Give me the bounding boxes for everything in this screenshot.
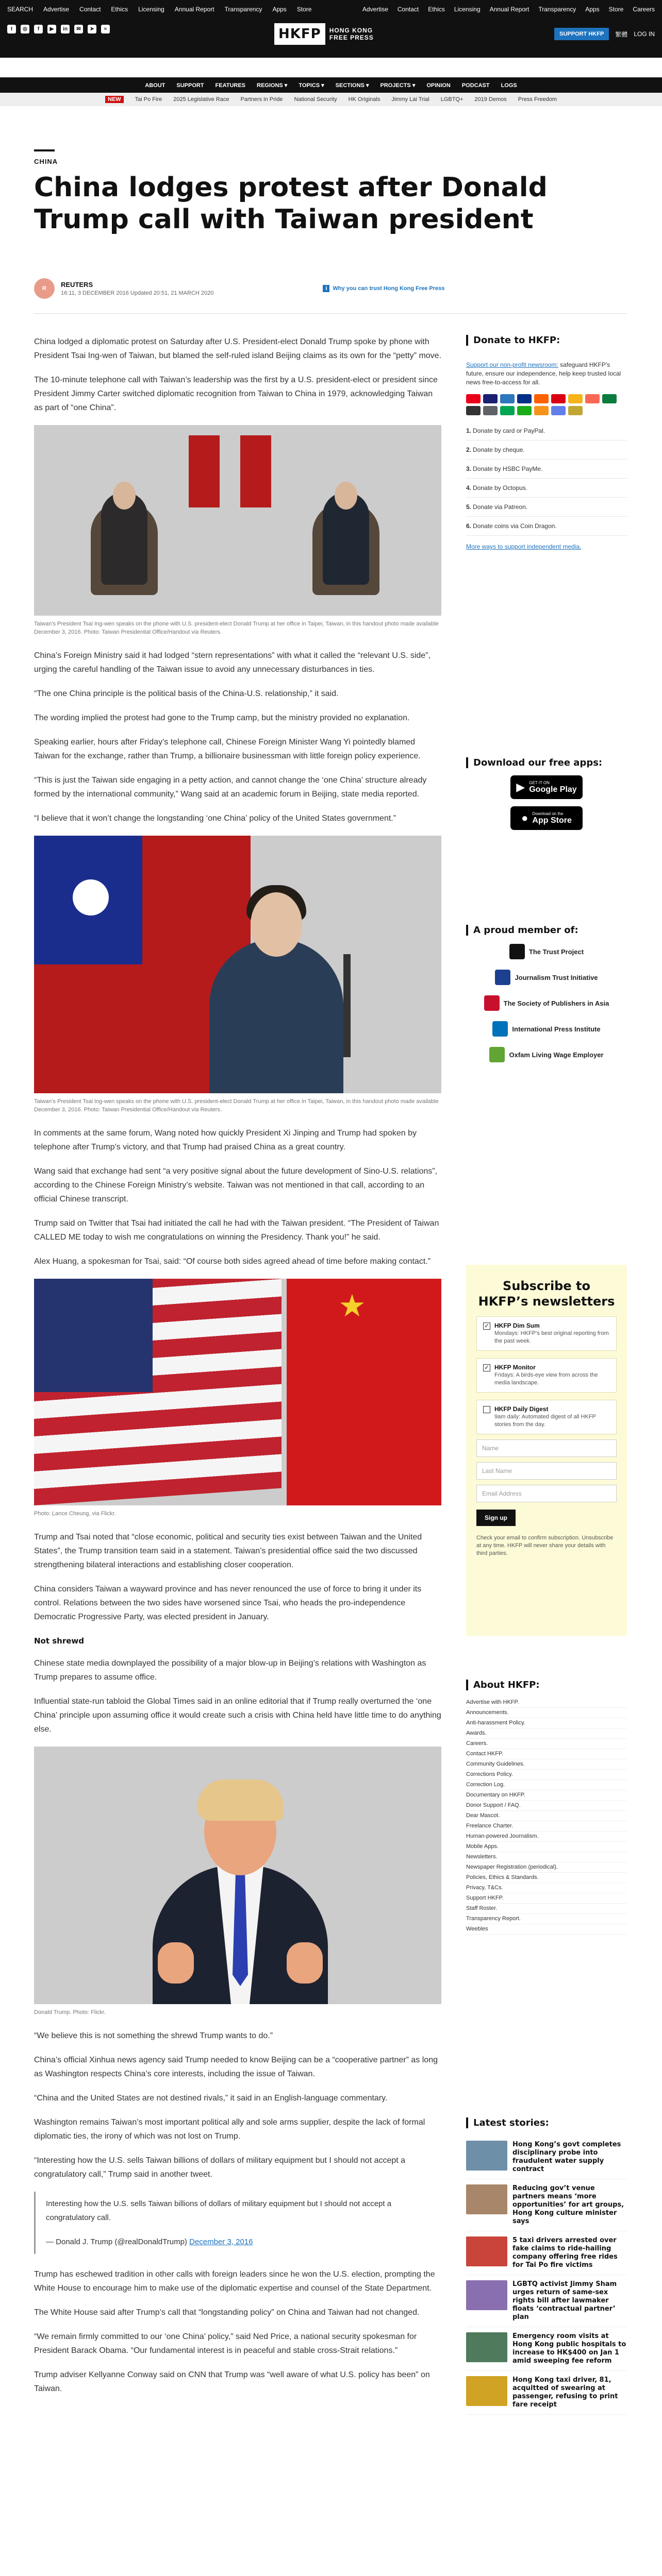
donate-option[interactable] bbox=[466, 498, 627, 517]
logo-line2: FREE PRESS bbox=[329, 34, 374, 41]
checkbox[interactable]: ✓ bbox=[483, 1323, 490, 1330]
photo-trump bbox=[34, 1747, 441, 2004]
hsbc-icon bbox=[551, 394, 566, 403]
amex-icon bbox=[500, 394, 515, 403]
nav-support[interactable]: SUPPORT bbox=[176, 82, 204, 89]
paragraph: Trump and Tsai noted that “close economic, political and security ties exist between Taiwan and the United States”, the Trump transition team said in a statement. Taiwan’s presidential office said the two discussed strengthening bilateral interactions and establishing closer cooperation. bbox=[34, 1533, 422, 1569]
nav-features[interactable]: FEATURES bbox=[215, 82, 246, 89]
oxfam-icon bbox=[489, 1047, 505, 1062]
flag-shape bbox=[240, 435, 271, 507]
paragraph: “We remain firmly committed to our ‘one China’ policy,” said Ned Price, a national security spokesman for President Barack Obama. “Our fundamental interest is in peaceful and stable cross-Strait relations.” bbox=[34, 2332, 417, 2355]
donate-option-number: 1. bbox=[466, 427, 472, 434]
login-link[interactable]: LOG IN bbox=[634, 30, 655, 38]
top-left-links bbox=[7, 6, 311, 13]
trending-item[interactable]: LGBTQ+ bbox=[440, 96, 464, 103]
rss-icon[interactable]: ≈ bbox=[101, 25, 110, 33]
advertise-link-r[interactable]: Advertise bbox=[362, 6, 388, 13]
about-link[interactable]: Documentary on HKFP. bbox=[466, 1790, 627, 1801]
unionpay-icon bbox=[602, 394, 617, 403]
more-ways-link[interactable]: More ways to support independent media. bbox=[466, 543, 582, 550]
newsletter-note: Check your email to confirm subscription. Unsubscribe at any time. HKFP will never share your details with third parties. bbox=[476, 1535, 614, 1556]
logo-label: Oxfam Living Wage Employer bbox=[509, 1050, 604, 1059]
trust-project-logo[interactable] bbox=[509, 944, 584, 959]
story-thumbnail bbox=[466, 2184, 507, 2214]
logo-mark: HKFP bbox=[274, 23, 325, 45]
nav-sections[interactable]: SECTIONS ▾ bbox=[335, 82, 369, 89]
nav-opinion[interactable]: OPINION bbox=[426, 82, 451, 89]
tweet-date-link[interactable]: December 3, 2016 bbox=[189, 2238, 253, 2246]
patreon-icon bbox=[585, 394, 600, 403]
photo-caption: Donald Trump. Photo: Flickr. bbox=[34, 2009, 106, 2015]
phone-shape bbox=[343, 954, 351, 1057]
youtube-icon[interactable]: ▶ bbox=[47, 25, 56, 33]
newsletter-option[interactable] bbox=[476, 1358, 617, 1393]
paragraph: “The one China principle is the political basis of the China-U.S. relationship,” it said. bbox=[34, 689, 339, 698]
facebook-icon[interactable]: f bbox=[34, 25, 43, 33]
donate-option-label: Donate by card or PayPal. bbox=[473, 427, 545, 434]
ethics-link[interactable]: Ethics bbox=[111, 6, 128, 13]
coin-icon bbox=[568, 406, 583, 415]
trending-item[interactable]: HK Originals bbox=[348, 96, 380, 103]
story-item[interactable] bbox=[466, 2179, 627, 2231]
store-link[interactable]: Store bbox=[296, 6, 312, 13]
app-store-button[interactable] bbox=[510, 806, 583, 830]
annual-report-link-r[interactable]: Annual Report bbox=[489, 6, 529, 13]
about-link[interactable]: Privacy, T&Cs. bbox=[466, 1883, 627, 1893]
trust-link-text: Why you can trust Hong Kong Free Press bbox=[333, 285, 445, 292]
about-link[interactable]: Freelance Charter. bbox=[466, 1821, 627, 1832]
donate-intro-text: safeguard HKFP’s future, ensure our independence, help keep trusted local news free-to-access for all. bbox=[466, 361, 621, 386]
paragraph: “China and the United States are not destined rivals,” it said in an English-language commentary. bbox=[34, 2094, 388, 2103]
donate-option-number: 6. bbox=[466, 522, 472, 530]
paragraph: Speaking earlier, hours after Friday’s telephone call, Chinese Foreign Minister Wang Yi pointedly blamed Taiwan for the exchange, rather than Trump, a billionaire businessman with little foreign policy experience. bbox=[34, 738, 421, 760]
donate-option-number: 4. bbox=[466, 484, 472, 492]
paragraph: China’s official Xinhua news agency said Trump needed to know Beijing can be a “cooperative partner” as long as Washington respects China’s core interests, including the issue of Taiwan. bbox=[34, 2056, 438, 2078]
newsletter-option[interactable] bbox=[476, 1400, 617, 1434]
about-link[interactable]: Human-powered Journalism. bbox=[466, 1832, 627, 1842]
donate-box bbox=[466, 361, 627, 550]
annual-report-link[interactable]: Annual Report bbox=[174, 6, 214, 13]
newsletter-name: HKFP Monitor bbox=[494, 1364, 536, 1371]
about-link[interactable]: Staff Roster. bbox=[466, 1904, 627, 1914]
subheading: Not shrewd bbox=[34, 1636, 85, 1646]
donate-option-label: Donate by Octopus. bbox=[473, 484, 528, 492]
sidebar-donate-title-wrap bbox=[466, 335, 627, 353]
about-link[interactable]: Advertise with HKFP. bbox=[466, 1698, 627, 1708]
latest-stories bbox=[466, 2117, 627, 2415]
story-title: Hong Kong taxi driver, 81, acquitted of swearing at passenger, refusing to print fare receipt bbox=[512, 2376, 618, 2409]
about-link[interactable]: Awards. bbox=[466, 1728, 627, 1739]
about-link[interactable]: Contact HKFP. bbox=[466, 1749, 627, 1759]
photo-caption: Taiwan’s President Tsai Ing-wen speaks on the phone with U.S. president-elect Donald Trump at her office in Taipei, Taiwan, in this handout photo made available December 3, 2016. Photo: Taiwan Presidential Office/Handout via Reuters. bbox=[34, 621, 439, 635]
paragraph: “I believe that it won’t change the longstanding ‘one China’ policy of the United States government.” bbox=[34, 814, 396, 823]
bitcoin-icon bbox=[534, 406, 549, 415]
donate-intro bbox=[466, 361, 627, 387]
nav-about[interactable]: ABOUT bbox=[145, 82, 166, 89]
star-icon: ★ bbox=[338, 1288, 366, 1324]
top-utility-bar bbox=[0, 0, 662, 20]
social-icons bbox=[7, 25, 110, 33]
ethereum-icon bbox=[551, 406, 566, 415]
as-small: Download on the bbox=[532, 811, 564, 816]
play-icon: ▶ bbox=[516, 781, 525, 793]
gpay-icon bbox=[483, 406, 498, 415]
nav-projects[interactable]: PROJECTS ▾ bbox=[380, 82, 416, 89]
linkedin-icon[interactable]: in bbox=[61, 25, 70, 33]
photo-tsai-call bbox=[34, 425, 441, 616]
donate-option-label: Donate by cheque. bbox=[473, 446, 525, 453]
newsletter-name: HKFP Daily Digest bbox=[494, 1405, 549, 1413]
article-dates: 16:11, 3 DECEMBER 2016 Updated 20:51, 21 MARCH 2020 bbox=[61, 290, 214, 296]
about-link[interactable]: Corrections Policy. bbox=[466, 1770, 627, 1780]
about-link[interactable]: Careers. bbox=[466, 1739, 627, 1749]
hand-shape bbox=[287, 1942, 323, 1984]
logo-label: The Society of Publishers in Asia bbox=[503, 999, 609, 1007]
about-link[interactable]: Newspaper Registration (periodical). bbox=[466, 1862, 627, 1873]
alipay-icon bbox=[500, 406, 515, 415]
about-link[interactable]: Community Guidelines. bbox=[466, 1759, 627, 1770]
sun-shape bbox=[73, 879, 109, 916]
head-shape bbox=[113, 482, 136, 510]
trending-item[interactable]: Tai Po Fire bbox=[135, 96, 162, 103]
paragraph: “Interesting how the U.S. sells Taiwan billions of dollars of military equipment but I should not accept a congratulatory call,” Trump said in another tweet. bbox=[34, 2156, 406, 2179]
logo-label: International Press Institute bbox=[512, 1025, 601, 1033]
logo-text bbox=[329, 27, 374, 41]
trending-bar bbox=[0, 93, 662, 106]
newsletter-option[interactable] bbox=[476, 1316, 617, 1351]
gp-small: GET IT ON bbox=[529, 780, 550, 785]
donate-intro-link[interactable]: Support our non-profit newsroom: bbox=[466, 361, 558, 368]
byline bbox=[34, 278, 627, 299]
hand-shape bbox=[158, 1942, 194, 1984]
signup-button[interactable]: Sign up bbox=[476, 1510, 516, 1526]
donate-options bbox=[466, 421, 627, 536]
headline-area bbox=[34, 149, 627, 235]
about-list bbox=[466, 1698, 627, 1935]
about-link[interactable]: Support HKFP. bbox=[466, 1893, 627, 1904]
search-link[interactable]: SEARCH bbox=[7, 6, 34, 13]
twitter-icon[interactable]: t bbox=[7, 25, 16, 33]
donate-option-number: 3. bbox=[466, 465, 472, 472]
contact-link[interactable]: Contact bbox=[79, 6, 101, 13]
paragraph: Trump adviser Kellyanne Conway said on CNN that Trump was “well aware of what U.S. policy has been” on Taiwan. bbox=[34, 2370, 430, 2393]
story-item[interactable] bbox=[466, 2136, 627, 2179]
story-title: 5 taxi drivers arrested over fake claims to ride-hailing company offering free rides for Tai Po fire victims bbox=[512, 2236, 618, 2269]
telegram-icon[interactable]: ➤ bbox=[88, 25, 96, 33]
donate-option-label: Donate via Patreon. bbox=[473, 503, 528, 511]
author-name[interactable]: REUTERS bbox=[61, 281, 93, 289]
photo-caption: Taiwan’s President Tsai Ing-wen speaks on the phone with U.S. president-elect Donald Trump at her office in Taipei, Taiwan, in this handout photo made available December 3, 2016. Photo: Taiwan Presidential Office/Handout via Reuters. bbox=[34, 1098, 439, 1113]
logo-label: Journalism Trust Initiative bbox=[515, 973, 598, 981]
jti-logo[interactable] bbox=[495, 970, 598, 985]
licensing-link-r[interactable]: Licensing bbox=[454, 6, 481, 13]
trust-project-icon bbox=[509, 944, 525, 959]
licensing-link[interactable]: Licensing bbox=[138, 6, 164, 13]
main-nav bbox=[0, 77, 662, 93]
story-thumbnail bbox=[466, 2376, 507, 2406]
checkbox[interactable] bbox=[483, 1406, 490, 1413]
story-thumbnail bbox=[466, 2236, 507, 2266]
ethics-link-r[interactable]: Ethics bbox=[428, 6, 445, 13]
newsletter-name: HKFP Dim Sum bbox=[494, 1322, 540, 1329]
article-title: China lodges protest after Donald Trump call with Taiwan president bbox=[34, 172, 548, 235]
jti-icon bbox=[495, 970, 510, 985]
header-actions bbox=[554, 28, 655, 40]
trust-link[interactable] bbox=[323, 285, 444, 292]
paragraph: Influential state-run tabloid the Global Times said in an online editorial that if Trump really overturned the ‘one China’ principle upon assuming office it would create such a crisis with China held have little time to do anything else. bbox=[34, 1697, 441, 1734]
paragraph: In comments at the same forum, Wang noted how quickly President Xi Jinping and Trump had spoken by telephone after Trump’s victory, and that Trump had praised China as a great country. bbox=[34, 1129, 417, 1151]
donate-option[interactable] bbox=[466, 440, 627, 460]
paragraph: Wang said that exchange had sent “a very positive signal about the future development of Sino-U.S. relations”, according to the Chinese Foreign Ministry’s website. Taiwan was not mentioned in that call, according to an official Chinese transcript. bbox=[34, 1167, 438, 1204]
story-thumbnail bbox=[466, 2332, 507, 2362]
apps-link-r[interactable]: Apps bbox=[585, 6, 600, 13]
member-logos bbox=[466, 944, 627, 1062]
ipi-icon bbox=[492, 1021, 508, 1037]
paragraph: The wording implied the protest had gone to the Trump camp, but the ministry provided no explanation. bbox=[34, 714, 410, 722]
google-play-button[interactable] bbox=[510, 775, 583, 799]
brand-bar bbox=[0, 20, 662, 58]
top-right-links bbox=[362, 6, 655, 13]
nav-regions[interactable]: REGIONS ▾ bbox=[257, 82, 288, 89]
head-shape bbox=[335, 482, 357, 510]
about-link[interactable]: Policies, Ethics & Standards. bbox=[466, 1873, 627, 1883]
ipi-logo[interactable] bbox=[492, 1021, 600, 1037]
donate-option[interactable] bbox=[466, 421, 627, 440]
nav-logs[interactable]: LOGS bbox=[501, 82, 517, 89]
embedded-tweet bbox=[34, 2192, 441, 2254]
about-link[interactable]: Correction Log. bbox=[466, 1780, 627, 1790]
story-title: Hong Kong’s govt completes disciplinary probe into fraudulent water supply contract bbox=[512, 2141, 621, 2173]
paragraph: Alex Huang, a spokesman for Tsai, said: “Of course both sides agreed ahead of time before making contact.” bbox=[34, 1257, 431, 1266]
category-label[interactable]: CHINA bbox=[34, 158, 58, 165]
about-link[interactable]: Announcements. bbox=[466, 1708, 627, 1718]
member-section bbox=[466, 925, 627, 1062]
as-big: App Store bbox=[532, 816, 572, 825]
checkbox[interactable]: ✓ bbox=[483, 1364, 490, 1371]
paragraph: China lodged a diplomatic protest on Saturday after U.S. President-elect Donald Trump spoke by phone with President Tsai Ing-wen of Taiwan, but blamed the self-ruled island Beijing claims as its own for the “petty” move. bbox=[34, 337, 442, 360]
paypal-icon bbox=[517, 394, 532, 403]
about-section bbox=[466, 1680, 627, 1935]
instagram-icon[interactable]: ◎ bbox=[21, 25, 29, 33]
wechat-icon bbox=[517, 406, 532, 415]
gp-big: Google Play bbox=[529, 785, 577, 794]
apps-title: Download our free apps: bbox=[466, 757, 627, 768]
paragraph: China’s Foreign Ministry said it had lodged “stern representations” with what it called the “relevant U.S. side”, urging the careful handling of the Taiwan issue to avoid any unnecessary disturbances in ties. bbox=[34, 651, 431, 674]
photo-caption: Photo: Lance Cheung, via Flickr. bbox=[34, 1511, 116, 1517]
story-item[interactable] bbox=[466, 2327, 627, 2371]
logo-line1: HONG KONG bbox=[329, 27, 373, 34]
trending-item[interactable]: 2025 Legislative Race bbox=[173, 96, 229, 103]
apps-link[interactable]: Apps bbox=[272, 6, 287, 13]
flag-shape bbox=[189, 435, 220, 507]
member-title: A proud member of: bbox=[466, 925, 627, 936]
mastercard-icon bbox=[466, 394, 481, 403]
story-thumbnail bbox=[466, 2141, 507, 2171]
trending-item[interactable]: 2019 Demos bbox=[474, 96, 507, 103]
story-thumbnail bbox=[466, 2280, 507, 2310]
info-icon: i bbox=[323, 285, 329, 292]
newsletter-desc: Fridays: A birds-eye view from across the media landscape. bbox=[494, 1372, 598, 1386]
octopus-icon bbox=[568, 394, 583, 403]
payment-icons bbox=[466, 394, 627, 415]
newsletter-desc: Mondays: HKFP’s best original reporting from the past week. bbox=[494, 1330, 609, 1344]
advertise-link[interactable]: Advertise bbox=[43, 6, 70, 13]
newsletter-title: Subscribe to HKFP’s newsletters bbox=[478, 1279, 615, 1309]
support-button[interactable]: SUPPORT HKFP bbox=[554, 28, 609, 40]
sopa-icon bbox=[484, 995, 500, 1011]
mail-icon[interactable]: ✉ bbox=[74, 25, 83, 33]
photo-flags bbox=[34, 1279, 441, 1505]
paragraph: The 10-minute telephone call with Taiwan’s leadership was the first by a U.S. president-elect or president since President Jimmy Carter switched diplomatic recognition from Taiwan to China in 1979, acknowledging Taiwan as part of “one China”. bbox=[34, 376, 438, 412]
tweet-text: Interesting how the U.S. sells Taiwan billions of dollars of military equipment but I should not accept a congratulatory call. bbox=[46, 2199, 392, 2222]
story-item[interactable] bbox=[466, 2231, 627, 2275]
trending-item[interactable]: National Security bbox=[294, 96, 337, 103]
name-field[interactable]: Name bbox=[476, 1439, 617, 1457]
newsletter-box bbox=[466, 1265, 627, 1636]
language-link[interactable]: 繁體 bbox=[615, 30, 628, 38]
donate-option-number: 2. bbox=[466, 446, 472, 453]
trending-label: NEW bbox=[105, 96, 124, 103]
paragraph: Trump said on Twitter that Tsai had initiated the call he had with the Taiwan president. “The President of Taiwan CALLED ME today to wish me congratulations on winning the Presidency. Thank you!” he said. bbox=[34, 1219, 439, 1242]
tweet-author: — Donald J. Trump (@realDonaldTrump) bbox=[46, 2238, 187, 2246]
donate-option[interactable] bbox=[466, 517, 627, 536]
about-link[interactable]: Mobile Apps. bbox=[466, 1842, 627, 1852]
face-shape bbox=[251, 892, 302, 957]
paragraph: China considers Taiwan a wayward province and has never renounced the use of force to bring it under its control. Relations between the two sides have worsened since Tsai, who heads the pro-independence Democratic Progressive Party, was elected president in January. bbox=[34, 1585, 422, 1621]
logo-label: The Trust Project bbox=[528, 947, 584, 956]
photo-tsai bbox=[34, 836, 441, 1093]
about-link[interactable]: Anti-harassment Policy. bbox=[466, 1718, 627, 1728]
hair-shape bbox=[197, 1780, 284, 1821]
apple-icon: ● bbox=[521, 811, 528, 824]
story-title: LGBTQ activist Jimmy Sham urges return of same-sex rights bill after lawmaker floats ‘contractual partner’ plan bbox=[512, 2280, 617, 2321]
visa-icon bbox=[483, 394, 498, 403]
author-avatar: R bbox=[34, 278, 55, 299]
trending-item[interactable]: Partners in Pride bbox=[240, 96, 283, 103]
transparency-link[interactable]: Transparency bbox=[224, 6, 262, 13]
sopa-logo[interactable] bbox=[484, 995, 609, 1011]
story-title: Emergency room visits at Hong Kong public hospitals to increase to HK$400 on Jan 1 amid sweeping fee reform bbox=[512, 2332, 626, 2365]
body-shape bbox=[209, 939, 343, 1093]
story-item[interactable] bbox=[466, 2275, 627, 2327]
latest-title: Latest stories: bbox=[466, 2117, 627, 2128]
header-divider bbox=[34, 313, 627, 314]
donate-option-label: Donate coins via Coin Dragon. bbox=[473, 522, 557, 530]
newsletter-desc: 9am daily: Automated digest of all HKFP stories from the day. bbox=[494, 1414, 596, 1428]
story-item[interactable] bbox=[466, 2371, 627, 2415]
about-link[interactable]: Transparency Report. bbox=[466, 1914, 627, 1924]
article-body bbox=[34, 335, 441, 2406]
discover-icon bbox=[534, 394, 549, 403]
store-link-r[interactable]: Store bbox=[608, 6, 624, 13]
donate-option[interactable] bbox=[466, 460, 627, 479]
about-link[interactable]: Weebles bbox=[466, 1924, 627, 1935]
nav-podcast[interactable]: PODCAST bbox=[461, 82, 490, 89]
donate-option[interactable] bbox=[466, 479, 627, 498]
paragraph: Chinese state media downplayed the possibility of a major blow-up in Beijing’s relations with Washington as Trump prepares to assume office. bbox=[34, 1659, 426, 1682]
oxfam-logo[interactable] bbox=[489, 1047, 603, 1062]
about-link[interactable]: Newsletters. bbox=[466, 1852, 627, 1862]
contact-link-r[interactable]: Contact bbox=[397, 6, 419, 13]
about-link[interactable]: Donor Support / FAQ. bbox=[466, 1801, 627, 1811]
transparency-link-r[interactable]: Transparency bbox=[538, 6, 576, 13]
paragraph: The White House said after Trump’s call that “longstanding policy” on China and Taiwan had not changed. bbox=[34, 2308, 420, 2317]
last-name-field[interactable]: Last Name bbox=[476, 1462, 617, 1480]
paragraph: Washington remains Taiwan’s most important political ally and sole arms supplier, despite the lack of formal diplomatic ties, the irony of which was not lost on Trump. bbox=[34, 2118, 425, 2141]
about-title: About HKFP: bbox=[466, 1680, 627, 1690]
careers-link-r[interactable]: Careers bbox=[633, 6, 655, 13]
donate-option-label: Donate by HSBC PayMe. bbox=[473, 465, 543, 472]
trending-item[interactable]: Jimmy Lai Trial bbox=[391, 96, 429, 103]
paragraph: “We believe this is not something the shrewd Trump wants to do.” bbox=[34, 2031, 273, 2040]
headline-rule bbox=[34, 149, 55, 151]
donate-title: Donate to HKFP: bbox=[466, 335, 627, 346]
site-logo[interactable] bbox=[274, 20, 374, 48]
paragraph: “This is just the Taiwan side engaging in a petty action, and cannot change the ‘one China’ structure already formed by the international community,” Wang said at an academic forum in Beijing, state media reported. bbox=[34, 776, 427, 799]
applepay-icon bbox=[466, 406, 481, 415]
story-title: Reducing gov’t venue partners means ‘more opportunities’ for art groups, Hong Kong culture minister says bbox=[512, 2184, 624, 2225]
us-flag-canton bbox=[34, 1279, 153, 1392]
trending-item[interactable]: Press Freedom bbox=[518, 96, 557, 103]
paragraph: Trump has eschewed tradition in other calls with foreign leaders since he won the U.S. election, prompting the White House to encourage him to make use of the diplomatic expertise and counsel of the State Department. bbox=[34, 2270, 435, 2293]
email-field[interactable]: Email Address bbox=[476, 1485, 617, 1502]
apps-section bbox=[466, 757, 627, 830]
donate-option-number: 5. bbox=[466, 503, 472, 511]
about-link[interactable]: Dear Mascot. bbox=[466, 1811, 627, 1821]
nav-topics[interactable]: TOPICS ▾ bbox=[299, 82, 324, 89]
